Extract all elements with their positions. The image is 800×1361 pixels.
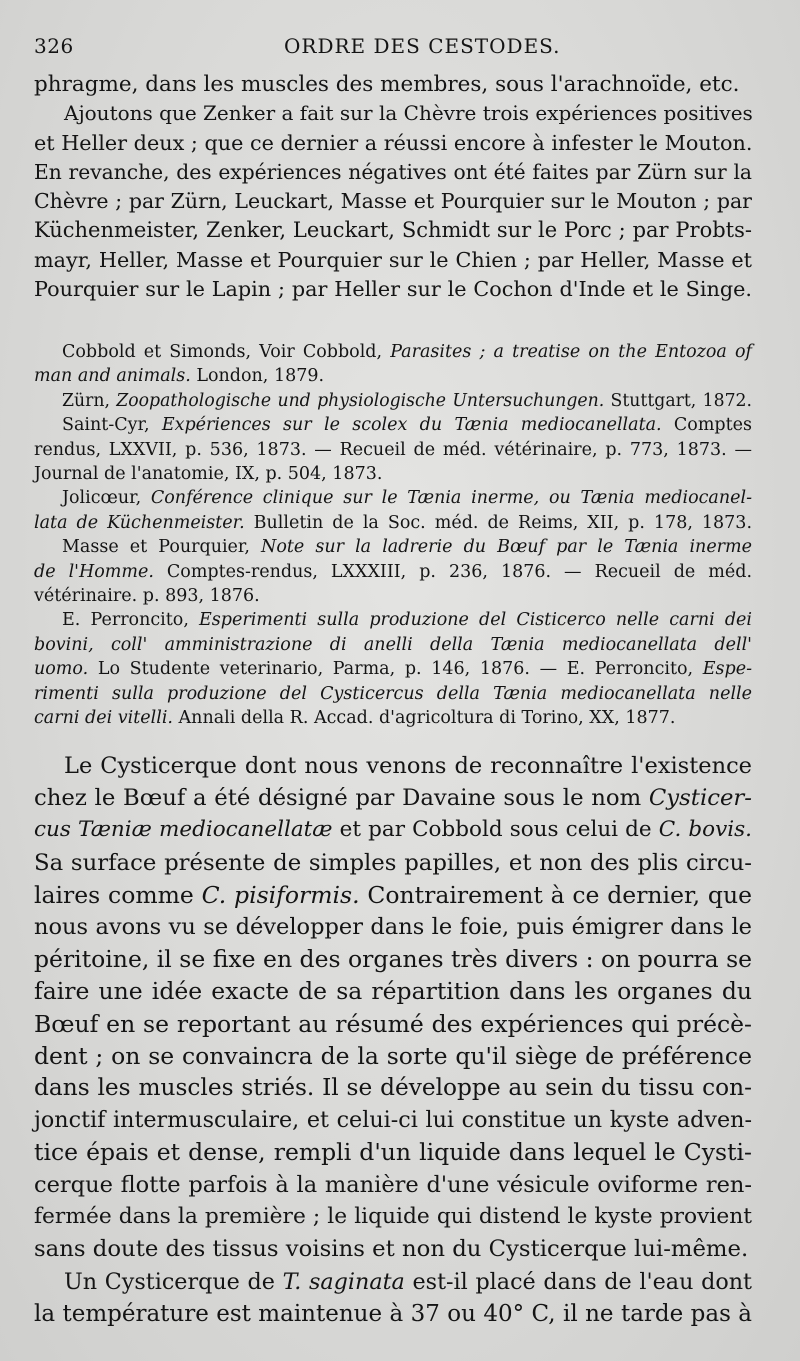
bib-text: Annali della R. Accad. d'agricoltura di Torino, XX, 1877. xyxy=(172,708,676,729)
bib-text: Jolicœur, xyxy=(62,488,151,509)
text-line: cerque flotte parfois à la manière d'une vésicule oviforme ren- xyxy=(34,1171,752,1198)
text-span: et par Cobbold sous celui de xyxy=(332,817,659,843)
bib-title: bovini, coll' amministrazione di anelli della Tænia mediocanellata dell' xyxy=(34,634,752,655)
bib-title: man and animals. xyxy=(34,366,191,387)
text-span: chez le Bœuf a été désigné par Davaine sous le nom xyxy=(34,785,649,812)
paragraph-experiments xyxy=(34,70,752,304)
text-line xyxy=(34,879,752,911)
bib-entry-perroncito-cont xyxy=(34,657,752,681)
bib-text: Cobbold et Simonds, Voir Cobbold, xyxy=(62,342,391,362)
text-span: Un Cysticerque de xyxy=(64,1269,283,1295)
text-line: jonctif intermusculaire, et celui-ci lui constitue un kyste adven- xyxy=(34,1107,752,1134)
bib-text: Comptes xyxy=(661,415,753,436)
text-line: dans les muscles striés. Il se développe au sein du tissu con- xyxy=(34,1074,752,1102)
bib-text: Bulletin de la Soc. méd. de Reims, XII, p. 178, 1873. xyxy=(244,512,753,533)
bib-entry-jolicoeur-cont xyxy=(34,511,752,535)
bib-text: Masse et Pourquier, xyxy=(62,537,262,558)
text-line: faire une idée exacte de sa répartition dans les organes du xyxy=(34,977,752,1006)
bib-title: Esperimenti sulla produzione del Cisticerco nelle carni dei xyxy=(199,610,752,631)
bib-entry-cobbold xyxy=(34,340,752,364)
text-line: péritoine, il se fixe en des organes très divers : on pourra se xyxy=(34,945,753,974)
text-line: Le Cysticerque dont nous venons de reconnaître l'existence xyxy=(64,753,752,779)
bib-entry-cobbold-cont xyxy=(34,364,752,388)
bib-entry-masse-cont: vétérinaire. p. 893, 1876. xyxy=(34,586,260,607)
paragraph-temperature xyxy=(34,1266,752,1330)
bib-title: Zoopathologische und physiologische Untersuchungen. xyxy=(116,390,605,411)
bib-text: E. Perroncito, xyxy=(62,610,200,631)
bib-text: Stuttgart, 1872. xyxy=(604,390,753,411)
text-line: Sa surface présente de simples papilles, et non des plis circu- xyxy=(34,849,752,876)
italic-term: Cysticer- xyxy=(648,785,752,812)
bib-entry-saint-cyr xyxy=(34,413,752,437)
paragraph-cysticerque xyxy=(34,750,752,1265)
bib-title: lata de Küchenmeister. xyxy=(34,512,245,533)
italic-term: C. pisiformis. xyxy=(201,880,360,909)
bib-text: Saint-Cyr, xyxy=(62,415,162,436)
text-line: nous avons vu se développer dans le foie, puis émigrer dans le xyxy=(34,914,752,941)
bib-entry-masse-cont xyxy=(34,560,752,584)
text-line: Ajoutons que Zenker a fait sur la Chèvre trois expériences positives xyxy=(64,101,753,126)
page-header xyxy=(34,34,750,64)
text-line xyxy=(34,1266,752,1298)
text-line xyxy=(34,814,752,846)
text-line: phragme, dans les muscles des membres, sous l'arachnoïde, etc. xyxy=(34,72,740,97)
text-line xyxy=(34,782,752,814)
bib-title: Conférence clinique sur le Tænia inerme, ou Tænia mediocanel- xyxy=(150,488,752,509)
bib-text: London, 1879. xyxy=(190,366,325,387)
bib-title: Expériences sur le scolex du Tænia mediocanellata. xyxy=(161,415,662,436)
bibliography xyxy=(34,340,752,731)
bib-entry-saint-cyr-cont: rendus, LXXVII, p. 536, 1873. — Recueil de méd. vétérinaire, p. 773, 1873. — xyxy=(34,439,752,460)
bib-text: Comptes-rendus, LXXXIII, p. 236, 1876. — Recueil de méd. xyxy=(153,561,753,582)
italic-term: cus Tæniæ mediocanellatæ xyxy=(34,817,333,843)
running-title: ORDRE DES CESTODES. xyxy=(284,34,561,58)
page-number: 326 xyxy=(34,34,74,58)
text-line: mayr, Heller, Masse et Pourquier sur le Chien ; par Heller, Masse et xyxy=(34,247,752,272)
bib-entry-perroncito-cont xyxy=(34,633,752,657)
bib-entry-saint-cyr-cont: Journal de l'anatomie, IX, p. 504, 1873. xyxy=(34,464,383,485)
text-line: dent ; on se convaincra de la sorte qu'il siège de préférence xyxy=(34,1041,752,1070)
text-line: tice épais et dense, rempli d'un liquide dans lequel le Cysti- xyxy=(34,1138,752,1167)
bib-entry-perroncito xyxy=(34,608,752,632)
text-line: Chèvre ; par Zürn, Leuckart, Masse et Pourquier sur le Mouton ; par xyxy=(34,189,752,214)
bib-entry-jolicoeur xyxy=(34,486,752,510)
bib-entry-perroncito-cont xyxy=(34,682,752,706)
bib-title: de l'Homme. xyxy=(34,561,154,582)
text-line: Küchenmeister, Zenker, Leuckart, Schmidt sur le Porc ; par Probts- xyxy=(34,218,752,243)
text-line: Bœuf en se reportant au résumé des expériences qui précè- xyxy=(34,1009,752,1038)
text-span: Contrairement à ce dernier, que xyxy=(359,880,752,909)
text-line: la température est maintenue à 37 ou 40° C, il ne tarde pas à xyxy=(34,1301,752,1328)
text-line: fermée dans la première ; le liquide qui distend le kyste provient xyxy=(34,1203,752,1229)
bib-title: Note sur la ladrerie du Bœuf par le Tænia inerme xyxy=(261,537,753,558)
bib-title: Parasites ; a treatise on the Entozoa of xyxy=(390,342,753,362)
bib-title: Espe- xyxy=(702,659,752,680)
bib-title: rimenti sulla produzione del Cysticercus della Tænia mediocanellata nelle xyxy=(34,683,752,704)
text-line: sans doute des tissus voisins et non du Cysticerque lui-même. xyxy=(34,1236,749,1263)
bib-title: carni dei vitelli. xyxy=(34,708,173,729)
bib-entry-perroncito-cont xyxy=(34,706,752,730)
text-line: Pourquier sur le Lapin ; par Heller sur le Cochon d'Inde et le Singe. xyxy=(34,277,752,302)
bib-title: uomo. xyxy=(34,659,89,680)
text-line: En revanche, des expériences négatives ont été faites par Zürn sur la xyxy=(34,159,752,184)
bib-text: Lo Studente veterinario, Parma, p. 146, 1876. — E. Perroncito, xyxy=(88,659,703,680)
bib-entry-zurn xyxy=(34,389,752,413)
bib-entry-masse xyxy=(34,535,752,559)
italic-term: T. saginata xyxy=(282,1269,405,1295)
bib-text: Zürn, xyxy=(62,390,117,411)
text-span: laires comme xyxy=(34,880,202,909)
text-line: et Heller deux ; que ce dernier a réussi encore à infester le Mouton. xyxy=(34,130,753,155)
italic-term: C. bovis. xyxy=(658,817,752,843)
text-span: est-il placé dans de l'eau dont xyxy=(404,1269,752,1295)
